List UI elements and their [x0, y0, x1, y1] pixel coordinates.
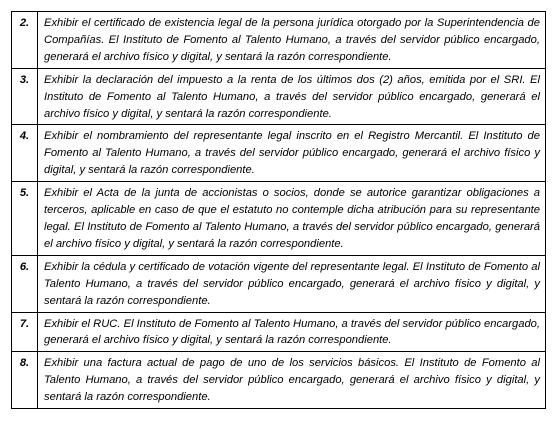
- row-text: Exhibir una factura actual de pago de uno de los servicios básicos. El Instituto de Fomento al Talento Humano, a través del servidor público encargado, generará el archivo físico y digital, y sentará la razón correspondiente.: [38, 352, 546, 409]
- row-text: Exhibir el RUC. El Instituto de Fomento al Talento Humano, a través del servidor público encargado, generará el archivo físico y digital, y sentará la razón correspondiente.: [38, 312, 546, 352]
- row-number: 2.: [12, 12, 38, 69]
- row-number: 6.: [12, 255, 38, 312]
- table-row: [12, 352, 546, 409]
- row-number: 5.: [12, 182, 38, 256]
- table-row: [12, 12, 546, 69]
- table-row: [12, 182, 546, 256]
- row-number: 7.: [12, 312, 38, 352]
- requirements-table: [11, 11, 546, 409]
- row-text: Exhibir la declaración del impuesto a la renta de los últimos dos (2) años, emitida por el SRI. El Instituto de Fomento al Talento Humano, a través del servidor público encargado, generará el archivo físico y digital, y sentará la razón correspondiente.: [38, 68, 546, 125]
- row-number: 3.: [12, 68, 38, 125]
- table-row: [12, 125, 546, 182]
- row-text: Exhibir el Acta de la junta de accionistas o socios, donde se autorice garantizar obligaciones a terceros, aplicable en caso de que el estatuto no contemple dicha atribución para su representante legal. El Instituto de Fomento al Talento Humano, a través del servidor público encargado, generará el archivo físico y digital, y sentará la razón correspondiente.: [38, 182, 546, 256]
- table-row: [12, 255, 546, 312]
- table-row: [12, 68, 546, 125]
- row-text: Exhibir el nombramiento del representante legal inscrito en el Registro Mercantil. El Instituto de Fomento al Talento Humano, a través del servidor público encargado, generará el archivo físico y digital, y sentará la razón correspondiente.: [38, 125, 546, 182]
- row-text: Exhibir la cédula y certificado de votación vigente del representante legal. El Instituto de Fomento al Talento Humano, a través del servidor público encargado, generará el archivo físico y digital, y sentará la razón correspondiente.: [38, 255, 546, 312]
- table-row: [12, 312, 546, 352]
- row-number: 8.: [12, 352, 38, 409]
- row-number: 4.: [12, 125, 38, 182]
- row-text: Exhibir el certificado de existencia legal de la persona jurídica otorgado por la Superintendencia de Compañías. El Instituto de Fomento al Talento Humano, a través del servidor público encargado, generará el archivo físico y digital, y sentará la razón correspondiente.: [38, 12, 546, 69]
